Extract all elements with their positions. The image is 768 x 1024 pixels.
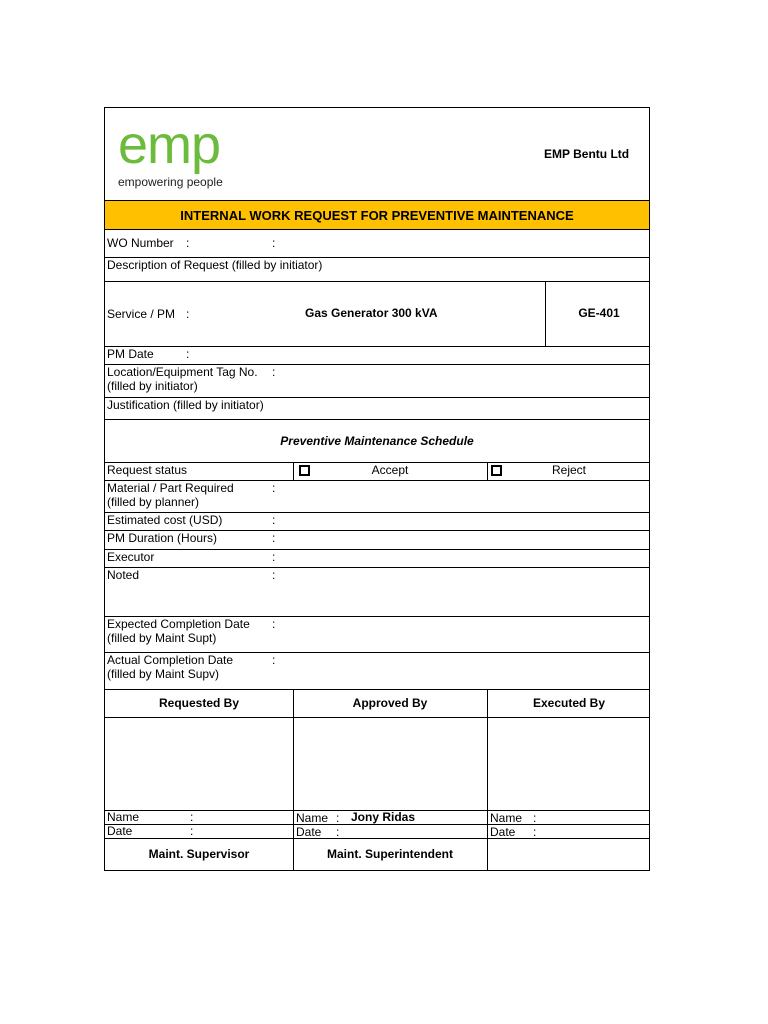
requested-name-colon: : (190, 810, 194, 824)
pm-duration-label: PM Duration (Hours) (107, 531, 218, 545)
executor-colon: : (272, 550, 276, 564)
approved-by-heading: Approved By (352, 696, 428, 710)
pm-duration-colon: : (272, 531, 276, 545)
approved-role: Maint. Superintendent (327, 847, 453, 861)
requested-by-heading: Requested By (158, 696, 240, 710)
approver-name: Jony Ridas (351, 810, 416, 824)
expected-completion-colon: : (272, 617, 276, 631)
equipment-code: GE-401 (578, 306, 620, 320)
wo-number-label: WO Number (107, 236, 174, 250)
expected-completion-note: (filled by Maint Supt) (107, 631, 217, 645)
company-name: EMP Bentu Ltd (544, 147, 630, 161)
logo-wordmark: emp (118, 115, 221, 175)
executed-name-label: Name (490, 811, 523, 825)
logo-tagline: empowering people (118, 175, 223, 189)
requested-role: Maint. Supervisor (148, 847, 250, 861)
noted-colon: : (272, 568, 276, 582)
location-tag-note: (filled by initiator) (107, 379, 198, 393)
pm-date-label: PM Date (107, 347, 154, 361)
service-pm-colon: : (186, 307, 190, 321)
material-colon: : (272, 481, 276, 495)
approved-name-colon: : (336, 811, 340, 825)
wo-number-colon: : (186, 236, 190, 250)
requested-date-label: Date (107, 824, 133, 838)
service-pm-value: Gas Generator 300 kVA (305, 306, 438, 320)
executed-date-label: Date (490, 825, 516, 839)
reject-checkbox[interactable] (491, 465, 502, 476)
requested-name-label: Name (107, 810, 140, 824)
executed-name-colon: : (533, 811, 537, 825)
approved-name-label: Name (296, 811, 329, 825)
schedule-heading: Preventive Maintenance Schedule (280, 434, 474, 448)
service-pm-label: Service / PM (107, 307, 176, 321)
expected-completion-label: Expected Completion Date (107, 617, 250, 631)
noted-label: Noted (107, 568, 140, 582)
accept-label: Accept (371, 463, 409, 477)
wo-number-value-colon: : (272, 236, 276, 250)
actual-completion-label: Actual Completion Date (107, 653, 234, 667)
approved-date-label: Date (296, 825, 322, 839)
actual-completion-note: (filled by Maint Supv) (107, 667, 220, 681)
executed-by-heading: Executed By (532, 696, 606, 710)
request-status-label: Request status (107, 463, 188, 477)
estimated-cost-colon: : (272, 513, 276, 527)
justification-label: Justification (filled by initiator) (107, 398, 264, 412)
location-tag-colon: : (272, 365, 276, 379)
material-note: (filled by planner) (107, 495, 200, 509)
executed-date-colon: : (533, 825, 537, 839)
accept-checkbox[interactable] (299, 465, 310, 476)
estimated-cost-label: Estimated cost (USD) (107, 513, 223, 527)
reject-label: Reject (551, 463, 587, 477)
executor-label: Executor (107, 550, 155, 564)
description-label: Description of Request (filled by initiator) (107, 258, 323, 272)
form-title: INTERNAL WORK REQUEST FOR PREVENTIVE MAINTENANCE (180, 208, 574, 223)
material-label: Material / Part Required (107, 481, 234, 495)
pm-date-colon: : (186, 347, 190, 361)
actual-completion-colon: : (272, 653, 276, 667)
location-tag-label: Location/Equipment Tag No. (107, 365, 258, 379)
approved-date-colon: : (336, 825, 340, 839)
requested-date-colon: : (190, 824, 194, 838)
